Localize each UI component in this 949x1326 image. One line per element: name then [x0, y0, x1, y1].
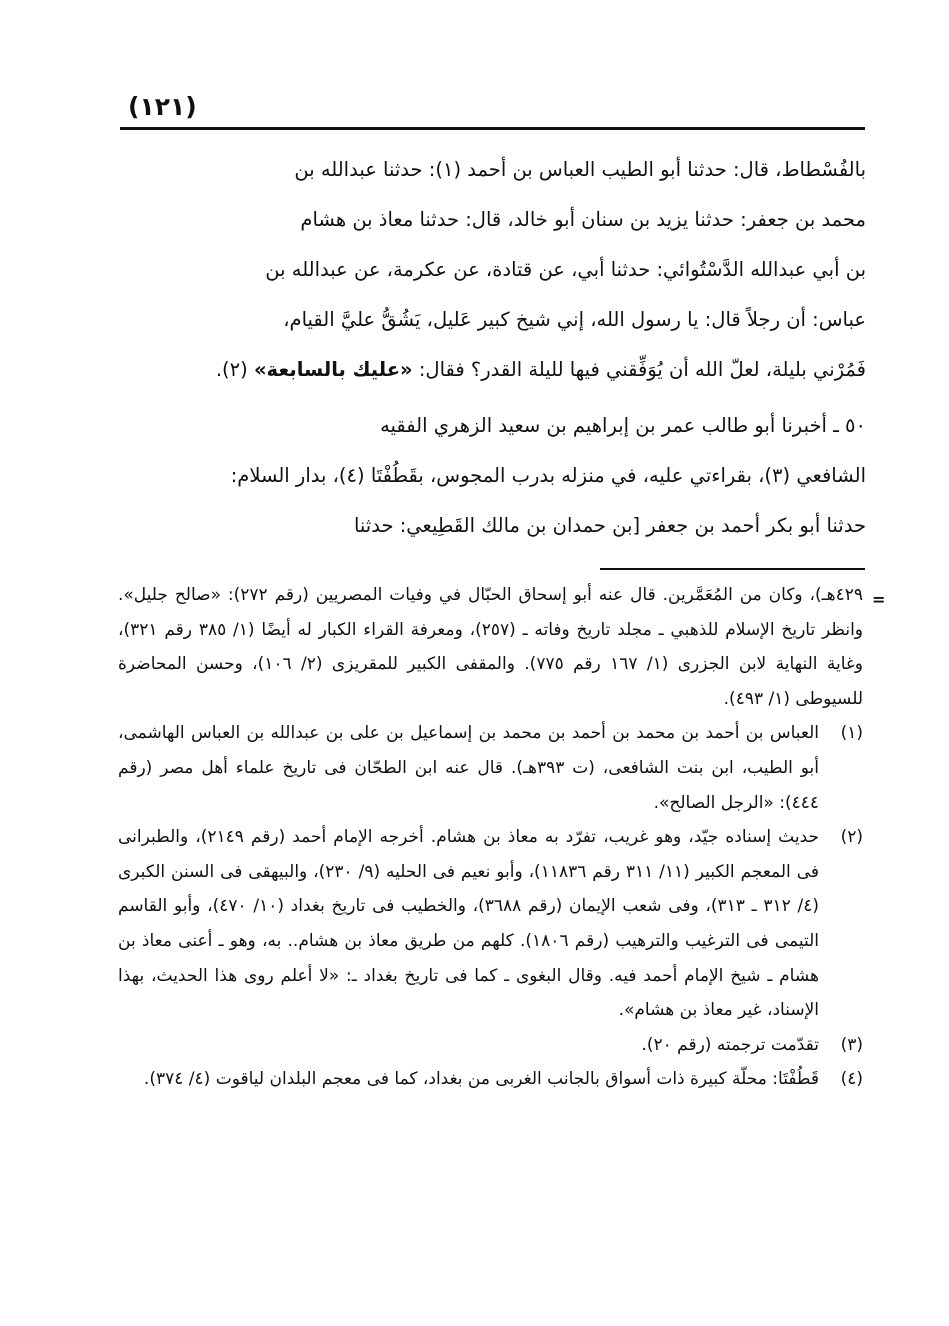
hadith-number-line: ٥٠ ـ أخبرنا أبو طالب عمر بن إبراهيم بن سعيد الزهري الفقيه: [380, 414, 866, 437]
footnote-number: (٣): [840, 1034, 863, 1055]
main-line-with-quote: [118, 345, 866, 395]
footnote-text: العباس بن أحمد بن محمد بن أحمد بن محمد بن إسماعيل بن على بن عبدالله بن العباس الهاشمى، أبو الطيب، ابن بنت الشافعى، (ت ٣٩٣هـ). قال عنه ابن الطحّان فى تاريخ علماء أهل مصر (رقم ٤٤٤): «الرجل الصالح».: [118, 723, 819, 813]
main-line: فَمُرْني بليلة، لعلّ الله أن يُوَفِّقني فيها لليلة القدر؟ فقال:: [418, 358, 866, 381]
hadith-quote: «عليك بالسابعة»: [253, 358, 413, 381]
footnote-text: حديث إسناده جيّد، وهو غريب، تفرّد به معاذ بن هشام. أخرجه الإمام أحمد (رقم ٢١٤٩)، والطبرانى فى المعجم الكبير (١١/ ٣١١ رقم ١١٨٣٦)، وأبو نعيم فى الحليه (٩/ ٢٣٠)، والبيهقى فى السنن الكبرى (٤/ ٣١٢ ـ ٣١٣)، وفى شعب الإيمان (رقم ٣٦٨٨)، والخطيب فى تاريخ بغداد (١٠/ ٤٧٠)، وأبو القاسم التيمى فى الترغيب والترهيب (رقم ١٨٠٦). كلهم من طريق معاذ بن هشام.. به، وهو ـ أعنى معاذ بن هشام ـ شيخ الإمام أحمد فيه. وقال البغوى ـ كما فى تاريخ بغداد ـ: «لا أعلم روى هذا الحديث، بهذا الإسناد، غير معاذ بن هشام».: [118, 827, 820, 1021]
footnote-1: [118, 716, 863, 820]
footnote-3: [118, 1028, 863, 1063]
footnote-continuation: ٤٢٩هـ)، وكان من المُعَمَّرين. قال عنه أبو إسحاق الحبّال في وفيات المصريين (رقم ٢٧٢): «صالح جليل». وانظر تاريخ الإسلام للذهبي ـ مجلد تاريخ وفاته ـ (٢٥٧)، ومعرفة القراء الكبار له أيضًا (١/ ٣٨٥ رقم ٣٢١)، وغاية النهاية لابن الجزرى (١/ ١٦٧ رقم ٧٧٥). والمقفى الكبير للمقريزى (٢/ ١٠٦)، وحسن المحاضرة للسيوطى (١/ ٤٩٣).: [118, 585, 863, 709]
footnotes: [118, 578, 863, 1097]
footnote-number: (٤): [840, 1069, 863, 1090]
footnote-ref: (٢).: [215, 358, 248, 381]
continuation-mark: =: [872, 590, 886, 609]
main-line: عباس: أن رجلاً قال: يا رسول الله، إني شيخ كبير عَليل، يَشُقُّ عليَّ القيام،: [283, 308, 866, 331]
header-rule: [120, 127, 865, 130]
footnote-text: قَطُفْتَا: محلّة كبيرة ذات أسواق بالجانب الغربى من بغداد، كما فى معجم البلدان لياقوت (٤/ ٣٧٤).: [143, 1069, 819, 1090]
footnote-2: [118, 820, 863, 1028]
footnote-4: [118, 1062, 863, 1097]
footnote-separator: [600, 568, 865, 570]
main-line: حدثنا أبو بكر أحمد بن جعفر [بن حمدان بن مالك القَطِيعي: حدثنا: [353, 514, 866, 537]
main-line: الشافعي (٣)، بقراءتي عليه، في منزله بدرب المجوس، بقَطُفْتَا (٤)، بدار السلام:: [230, 464, 866, 487]
footnote-text: تقدّمت ترجمته (رقم ٢٠).: [641, 1034, 819, 1055]
page-number: (١٢١): [128, 92, 197, 121]
footnote-number: (٢): [840, 827, 863, 848]
main-line: محمد بن جعفر: حدثنا يزيد بن سنان أبو خالد، قال: حدثنا معاذ بن هشام: [300, 208, 866, 231]
main-line: بن أبي عبدالله الدَّسْتُوائي: حدثنا أبي، عن قتادة، عن عكرمة، عن عبدالله بن: [265, 258, 866, 281]
main-line: بالفُسْطاط، قال: حدثنا أبو الطيب العباس بن أحمد (١): حدثنا عبدالله بن: [294, 158, 866, 181]
footnote-number: (١): [840, 723, 863, 744]
main-text: [118, 145, 866, 551]
